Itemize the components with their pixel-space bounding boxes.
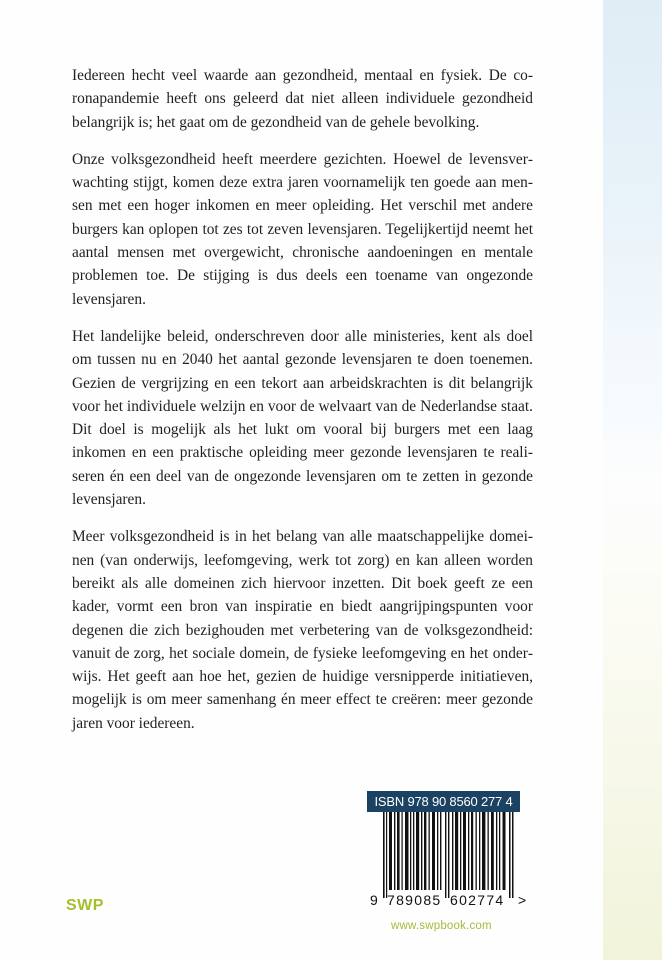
barcode-right-group: 602774 [450, 892, 505, 908]
blurb-paragraph-2: Onze volksgezondheid heeft meerdere gezichten. Hoewel de levensverwachting stijgt, komen deze extra jaren voornamelijk ten goede aan mensen met een hoger inkomen en meer opleiding. Het verschil met andere burgers kan oplopen tot zes tot zeven levensjaren. Tegelijkertijd neemt het aantal mensen met overgewicht, chronische aandoeningen en mentale problemen toe. De stijging is dus deels een toename van ongezonde levensjaren. [72, 150, 533, 308]
barcode-digits [370, 892, 540, 910]
barcode-left-group: 789085 [387, 892, 442, 908]
spine-gradient-strip [603, 0, 662, 960]
barcode-lead-digit: 9 [370, 892, 378, 908]
barcode-quiet-zone-mark: > [518, 892, 527, 908]
blurb-paragraph-3: Het landelijke beleid, onderschreven door alle ministeries, kent als doel om tussen nu en 2040 het aantal gezonde levensjaren te doen toenemen. Gezien de vergrijzing en een tekort aan arbeidskrachten is dit belangrijk voor het individuele welzijn en voor de welvaart van de Nederlandse staat. Dit doel is mogelijk als het lukt om vooral bij burgers met een laag inkomen en een praktische opleiding meer gezonde levensjaren te realiseren én een deel van de ongezonde levensjaren om te zetten in gezonde levensjaren. [72, 327, 533, 509]
barcode-icon [383, 812, 515, 898]
publisher-website-link[interactable]: www.swpbook.com [391, 920, 492, 932]
blurb-paragraph-4: Meer volksgezondheid is in het belang van alle maatschappelijke domeinen (van onderwijs, leefomgeving, werk tot zorg) en kan alleen worden bereikt als alle domeinen zich hiervoor inzetten. Dit boek geeft ze een kader, vormt een bron van inspiratie en biedt aangrijpingspunten voor degenen die zich bezighouden met verbetering van de volksgezondheid: vanuit de zorg, het sociale domein, de fysieke leefomgeving en het onderwijs. Het geeft aan hoe het, gezien de huidige versnipperde initiatieven, mogelijk is om meer samenhang én meer effect te creëren: meer gezonde jaren voor iedereen. [72, 528, 533, 732]
blurb-paragraph-1: Iedereen hecht veel waarde aan gezondheid, mentaal en fysiek. De coronapandemie heeft ons geleerd dat niet alleen individuele gezondheid belangrijk is; het gaat om de gezondheid van de gehele bevolking. [72, 67, 533, 131]
publisher-logo: SWP [66, 897, 104, 914]
back-cover-blurb [72, 64, 533, 749]
isbn-label: ISBN 978 90 8560 277 4 [367, 791, 520, 812]
